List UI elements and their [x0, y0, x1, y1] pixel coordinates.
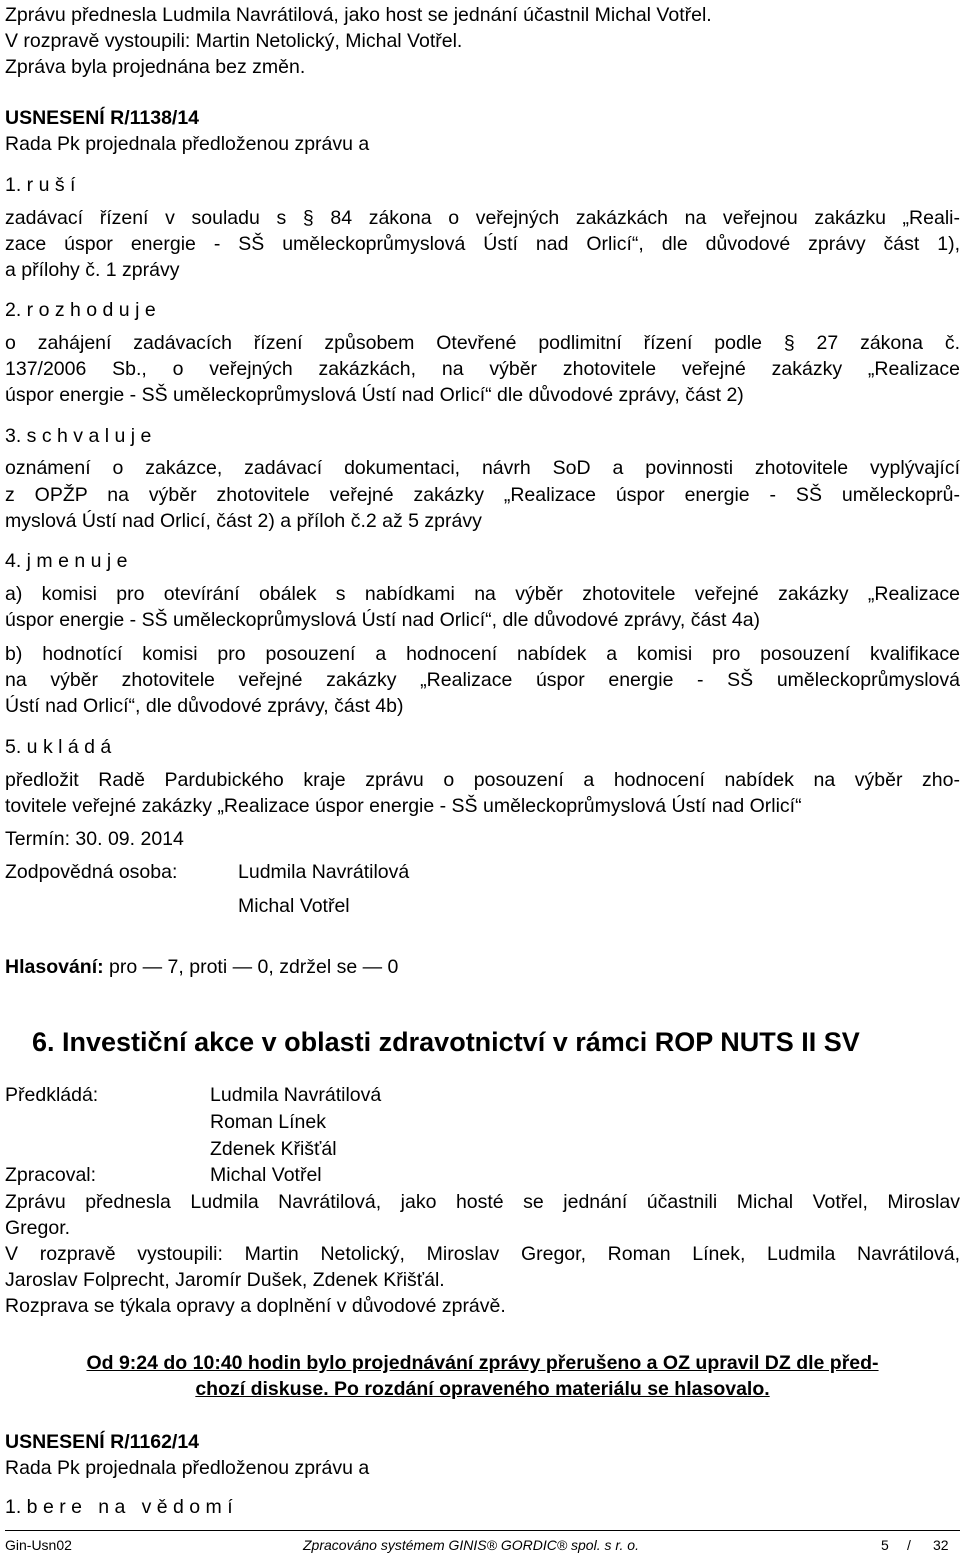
responsible-person: Michal Votřel — [238, 895, 350, 917]
text-line: Rozprava se týkala opravy a doplnění v důvodové zprávě. — [5, 1295, 506, 1317]
footer-code: Gin-Usn02 — [5, 1537, 72, 1553]
vote-label: Hlasování: — [5, 956, 104, 978]
text-line: Ústí nad Orlicí“, dle důvodové zprávy, část 4b) — [5, 695, 404, 717]
point-heading: 5. u k l á d á — [5, 736, 112, 758]
text-line: myslová Ústí nad Orlicí, část 2) a příloh č.2 až 5 zprávy — [5, 510, 482, 532]
point-heading: 1. b e r e n a v ě d o m í — [5, 1496, 233, 1518]
text-line: Gregor. — [5, 1217, 71, 1239]
text-line: a přílohy č. 1 zprávy — [5, 259, 180, 281]
vote-result — [5, 955, 398, 979]
text-line: Zpráva byla projednána bez změn. — [5, 56, 306, 78]
text-line: úspor energie - SŠ uměleckoprůmyslová Ústí nad Orlicí“, dle důvodové zprávy, část 4a) — [5, 609, 761, 631]
text-line: zadávací řízení v souladu s § 84 zákona o veřejných zakázkách na veřejnou zakázku „Reali- — [5, 207, 960, 229]
responsible-person: Ludmila Navrátilová — [238, 861, 410, 883]
text-line: o zahájení zadávacích řízení způsobem Otevřené podlimitní řízení podle § 27 zákona č. — [5, 332, 960, 354]
vote-text: pro — 7, proti — 0, zdržel se — 0 — [103, 956, 399, 978]
resolution-intro: Rada Pk projednala předloženou zprávu a — [5, 1457, 370, 1479]
interruption-notice: chozí diskuse. Po rozdání opraveného materiálu se hlasovalo. — [195, 1378, 770, 1400]
resolution-intro: Rada Pk projednala předloženou zprávu a — [5, 133, 370, 155]
interruption-notice: Od 9:24 do 10:40 hodin bylo projednávání zprávy přerušeno a OZ upravil DZ dle před- — [86, 1352, 879, 1374]
submitter-label: Předkládá: — [5, 1084, 99, 1106]
text-line: Zprávu přednesla Ludmila Navrátilová, jako host se jednání účastnil Michal Votřel. — [5, 4, 712, 26]
section-title: 6. Investiční akce v oblasti zdravotnictví v rámci ROP NUTS II SV — [32, 1027, 860, 1057]
text-line: 137/2006 Sb., o veřejných zakázkách, na výběr zhotovitele veřejné zakázky „Realizace — [5, 358, 960, 380]
text-line: z OPŽP na výběr zhotovitele veřejné zakázky „Realizace úspor energie - SŠ uměleckoprů- — [5, 484, 960, 506]
text-line: Zprávu přednesla Ludmila Navrátilová, jako hosté se jednání účastnili Michal Votřel, Miroslav — [5, 1191, 960, 1213]
text-line: V rozpravě vystoupili: Martin Netolický, Miroslav Gregor, Roman Línek, Ludmila Navrátilová, — [5, 1243, 960, 1265]
resolution-heading: USNESENÍ R/1162/14 — [5, 1431, 200, 1453]
text-line: tovitele veřejné zakázky „Realizace úspor energie - SŠ uměleckoprůmyslová Ústí nad Orlicí“ — [5, 795, 802, 817]
text-line: předložit Radě Pardubického kraje zprávu o posouzení a hodnocení nabídek na výběr zho- — [5, 769, 960, 791]
text-line: úspor energie - SŠ uměleckoprůmyslová Ústí nad Orlicí“ dle důvodové zprávy, část 2) — [5, 384, 744, 406]
text-line: oznámení o zakázce, zadávací dokumentaci, návrh SoD a povinnosti zhotovitele vyplývající — [5, 457, 960, 479]
submitter: Zdenek Křišťál — [210, 1138, 337, 1160]
deadline: Termín: 30. 09. 2014 — [5, 828, 184, 850]
footer-system: Zpracováno systémem GINIS® GORDIC® spol. s r. o. — [303, 1537, 639, 1553]
text-line: V rozpravě vystoupili: Martin Netolický, Michal Votřel. — [5, 30, 463, 52]
point-heading: 2. r o z h o d u j e — [5, 299, 156, 321]
submitter: Roman Línek — [210, 1111, 326, 1133]
processor: Michal Votřel — [210, 1164, 322, 1186]
text-line: zace úspor energie - SŠ uměleckoprůmyslová Ústí nad Orlicí“, dle důvodové zprávy část 1), — [5, 233, 960, 255]
footer-separator: / — [907, 1537, 911, 1553]
point-heading: 4. j m e n u j e — [5, 550, 128, 572]
processor-label: Zpracoval: — [5, 1164, 97, 1186]
text-line: na výběr zhotovitele veřejné zakázky „Realizace úspor energie - SŠ uměleckoprůmyslová — [5, 669, 960, 691]
footer-page: 5 — [881, 1537, 889, 1553]
resolution-heading: USNESENÍ R/1138/14 — [5, 107, 200, 129]
point-heading: 3. s c h v a l u j e — [5, 425, 152, 447]
text-line: b) hodnotící komisi pro posouzení a hodnocení nabídek a komisi pro posouzení kvalifikace — [5, 643, 960, 665]
text-line: Jaroslav Folprecht, Jaromír Dušek, Zdenek Křišťál. — [5, 1269, 445, 1291]
text-line: a) komisi pro otevírání obálek s nabídkami na výběr zhotovitele veřejné zakázky „Realizace — [5, 583, 960, 605]
submitter: Ludmila Navrátilová — [210, 1084, 382, 1106]
point-heading: 1. r u š í — [5, 174, 76, 196]
footer-total: 32 — [933, 1537, 949, 1553]
footer-divider — [5, 1530, 960, 1531]
responsible-label: Zodpovědná osoba: — [5, 861, 178, 883]
